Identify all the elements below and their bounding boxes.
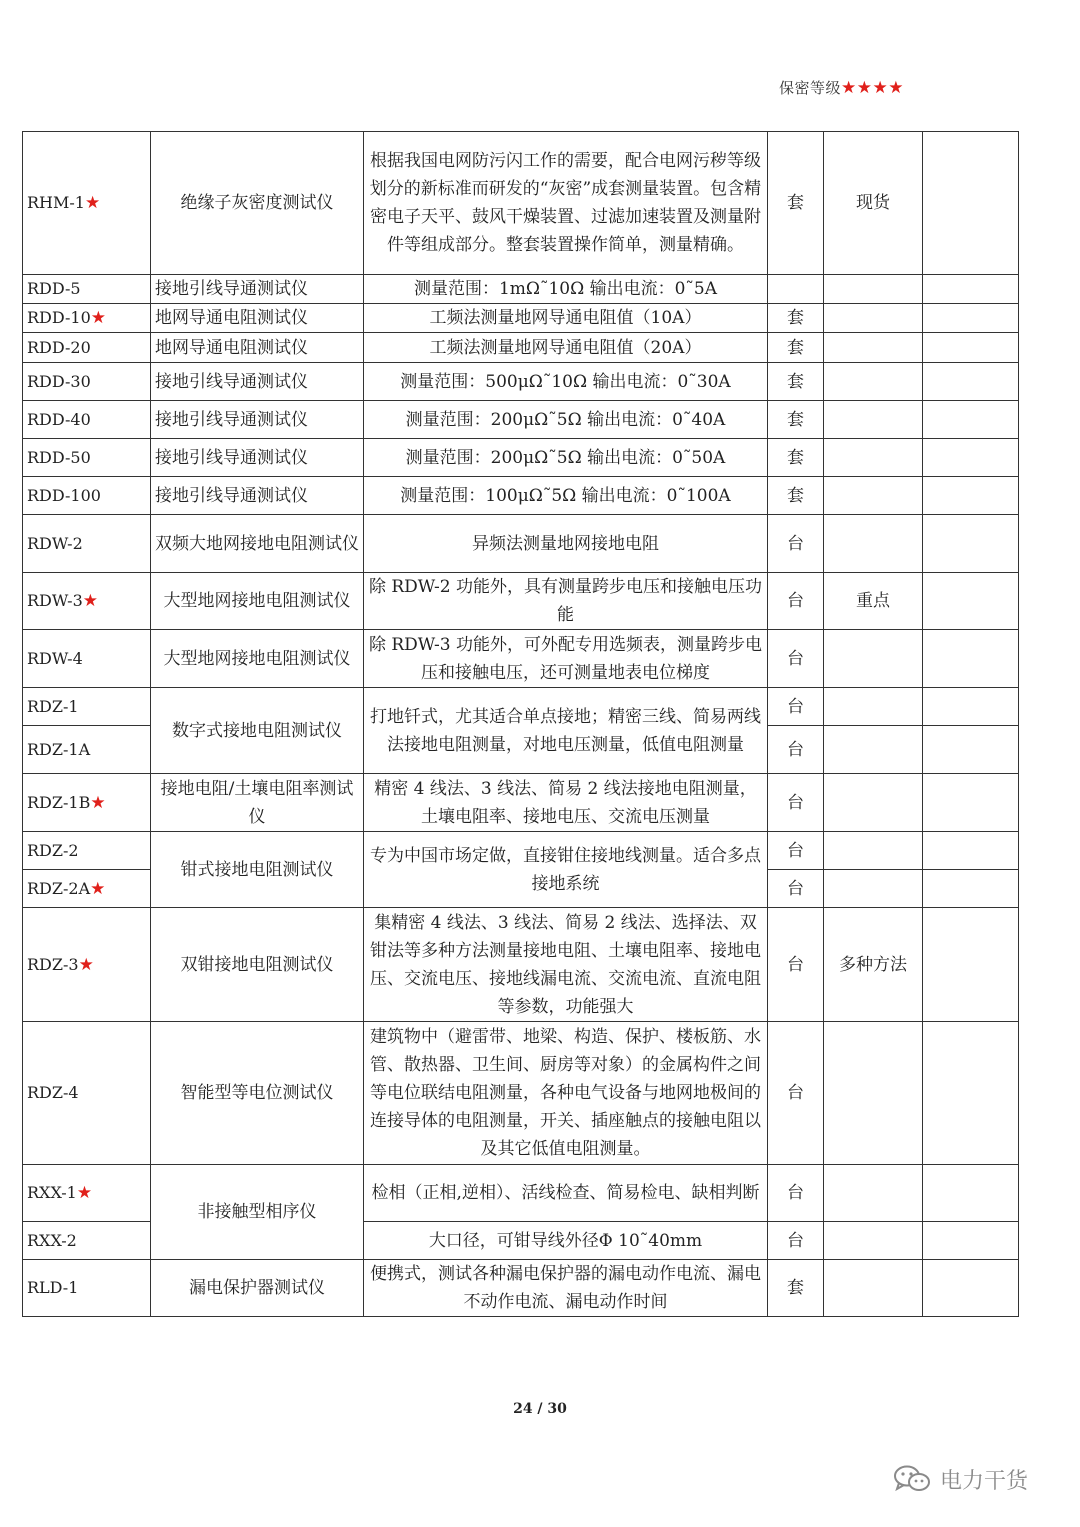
name-cell: 接地引线导通测试仪 <box>151 401 364 439</box>
empty-cell <box>923 515 1019 573</box>
model-cell: RDW-2 <box>23 515 151 573</box>
empty-cell <box>923 832 1019 870</box>
name-cell: 大型地网接地电阻测试仪 <box>151 573 364 630</box>
name-cell: 非接触型相序仪 <box>151 1165 364 1260</box>
remark-cell <box>824 726 923 774</box>
desc-cell: 精密 4 线法、3 线法、简易 2 线法接地电阻测量，土壤电阻率、接地电压、交流电压测量 <box>364 774 768 832</box>
model-cell: RDD-50 <box>23 439 151 477</box>
remark-cell: 重点 <box>824 573 923 630</box>
desc-cell: 测量范围：200μΩ˜5Ω 输出电流：0˜40A <box>364 401 768 439</box>
name-cell: 绝缘子灰密度测试仪 <box>151 132 364 275</box>
model-cell: RDD-100 <box>23 477 151 515</box>
model-cell: RDZ-1B★ <box>23 774 151 832</box>
model-cell: RDZ-2A★ <box>23 870 151 908</box>
desc-cell: 工频法测量地网导通电阻值（10A） <box>364 304 768 333</box>
desc-cell: 测量范围：200μΩ˜5Ω 输出电流：0˜50A <box>364 439 768 477</box>
star-icon: ★ <box>82 591 98 611</box>
name-cell: 智能型等电位测试仪 <box>151 1022 364 1165</box>
desc-cell: 测量范围：100μΩ˜5Ω 输出电流：0˜100A <box>364 477 768 515</box>
empty-cell <box>923 401 1019 439</box>
confidentiality-header <box>779 77 904 98</box>
remark-cell <box>824 515 923 573</box>
empty-cell <box>923 477 1019 515</box>
unit-cell: 套 <box>768 401 824 439</box>
table-row <box>23 477 1019 515</box>
table-row <box>23 688 1019 726</box>
remark-cell <box>824 1165 923 1222</box>
model-cell: RXX-2 <box>23 1222 151 1260</box>
model-cell: RDW-3★ <box>23 573 151 630</box>
remark-cell <box>824 333 923 363</box>
unit-cell: 套 <box>768 1260 824 1317</box>
unit-cell: 套 <box>768 477 824 515</box>
model-cell: RDD-10★ <box>23 304 151 333</box>
table-row <box>23 275 1019 304</box>
remark-cell <box>824 870 923 908</box>
unit-cell: 套 <box>768 304 824 333</box>
table-row <box>23 774 1019 832</box>
name-cell: 双频大地网接地电阻测试仪 <box>151 515 364 573</box>
model-cell: RLD-1 <box>23 1260 151 1317</box>
remark-cell <box>824 363 923 401</box>
star-icon: ★ <box>78 954 94 975</box>
unit-cell: 套 <box>768 132 824 275</box>
remark-cell <box>824 1260 923 1317</box>
desc-cell: 打地钎式，尤其适合单点接地；精密三线、简易两线法接地电阻测量，对地电压测量，低值电阻测量 <box>364 688 768 774</box>
table-row <box>23 1260 1019 1317</box>
table-row <box>23 304 1019 333</box>
watermark-text: 电力干货 <box>940 1469 1029 1494</box>
empty-cell <box>923 1022 1019 1165</box>
name-cell: 接地引线导通测试仪 <box>151 363 364 401</box>
desc-cell: 测量范围：500μΩ˜10Ω 输出电流：0˜30A <box>364 363 768 401</box>
unit-cell: 台 <box>768 870 824 908</box>
unit-cell: 台 <box>768 908 824 1022</box>
empty-cell <box>923 363 1019 401</box>
remark-cell <box>824 1222 923 1260</box>
name-cell: 地网导通电阻测试仪 <box>151 304 364 333</box>
unit-cell: 台 <box>768 832 824 870</box>
unit-cell: 套 <box>768 333 824 363</box>
empty-cell <box>923 304 1019 333</box>
desc-cell: 检相（正相,逆相）、活线检查、简易检电、缺相判断 <box>364 1165 768 1222</box>
remark-cell <box>824 439 923 477</box>
model-cell: RHM-1★ <box>23 132 151 275</box>
unit-cell: 套 <box>768 439 824 477</box>
empty-cell <box>923 275 1019 304</box>
desc-cell: 除 RDW-3 功能外，可外配专用选频表，测量跨步电压和接触电压，还可测量地表电位梯度 <box>364 630 768 688</box>
empty-cell <box>923 132 1019 275</box>
remark-cell <box>824 774 923 832</box>
unit-cell: 台 <box>768 774 824 832</box>
table-row <box>23 515 1019 573</box>
desc-cell: 测量范围：1mΩ˜10Ω 输出电流：0˜5A <box>364 275 768 304</box>
confidentiality-label: 保密等级 <box>779 79 842 97</box>
desc-cell: 专为中国市场定做，直接钳住接地线测量。适合多点接地系统 <box>364 832 768 908</box>
desc-cell: 集精密 4 线法、3 线法、简易 2 线法、选择法、双钳法等多种方法测量接地电阻、土壤电阻率、接地电压、交流电压、接地线漏电流、交流电流、直流电阻等参数，功能强大 <box>364 908 768 1022</box>
star-icon: ★ <box>90 878 106 899</box>
empty-cell <box>923 439 1019 477</box>
unit-cell: 台 <box>768 1165 824 1222</box>
desc-cell: 异频法测量地网接地电阻 <box>364 515 768 573</box>
empty-cell <box>923 1165 1019 1222</box>
model-cell: RDD-20 <box>23 333 151 363</box>
empty-cell <box>923 1260 1019 1317</box>
empty-cell <box>923 333 1019 363</box>
model-cell: RDZ-4 <box>23 1022 151 1165</box>
desc-cell: 工频法测量地网导通电阻值（20A） <box>364 333 768 363</box>
remark-cell <box>824 832 923 870</box>
remark-cell: 现货 <box>824 132 923 275</box>
page-number: 24 / 30 <box>513 1401 567 1417</box>
desc-cell: 便携式，测试各种漏电保护器的漏电动作电流、漏电不动作电流、漏电动作时间 <box>364 1260 768 1317</box>
desc-cell: 大口径，可钳导线外径Φ 10˜40mm <box>364 1222 768 1260</box>
model-cell: RDD-5 <box>23 275 151 304</box>
table-row <box>23 363 1019 401</box>
unit-cell: 台 <box>768 573 824 630</box>
table-row <box>23 333 1019 363</box>
empty-cell <box>923 870 1019 908</box>
remark-cell <box>824 630 923 688</box>
star-icon: ★ <box>76 1183 93 1203</box>
remark-cell <box>824 477 923 515</box>
table-row <box>23 630 1019 688</box>
remark-cell <box>824 688 923 726</box>
model-cell: RDZ-3★ <box>23 908 151 1022</box>
unit-cell: 台 <box>768 726 824 774</box>
model-cell: RXX-1★ <box>23 1165 151 1222</box>
remark-cell <box>824 304 923 333</box>
table-row <box>23 832 1019 870</box>
remark-cell <box>824 1022 923 1165</box>
star-icon: ★ <box>90 308 107 328</box>
desc-cell: 建筑物中（避雷带、地梁、构造、保护、楼板筋、水管、散热器、卫生间、厨房等对象）的金属构件之间等电位联结电阻测量，各种电气设备与地网地极间的连接导体的电阻测量，开关、插座触点的接触电阻以及其它低值电阻测量。 <box>364 1022 768 1165</box>
empty-cell <box>923 630 1019 688</box>
unit-cell: 台 <box>768 1022 824 1165</box>
table-row <box>23 573 1019 630</box>
unit-cell: 台 <box>768 688 824 726</box>
unit-cell: 台 <box>768 515 824 573</box>
confidentiality-stars: ★★★★ <box>841 78 904 98</box>
empty-cell <box>923 1222 1019 1260</box>
model-cell: RDZ-1A <box>23 726 151 774</box>
table-row <box>23 401 1019 439</box>
table-row <box>23 908 1019 1022</box>
star-icon: ★ <box>84 193 101 213</box>
name-cell: 漏电保护器测试仪 <box>151 1260 364 1317</box>
empty-cell <box>923 908 1019 1022</box>
table-row <box>23 1022 1019 1165</box>
name-cell: 数字式接地电阻测试仪 <box>151 688 364 774</box>
name-cell: 钳式接地电阻测试仪 <box>151 832 364 908</box>
name-cell: 接地引线导通测试仪 <box>151 477 364 515</box>
remark-cell <box>824 401 923 439</box>
star-icon: ★ <box>90 792 106 813</box>
name-cell: 接地电阻/土壤电阻率测试仪 <box>151 774 364 832</box>
table-row <box>23 1165 1019 1222</box>
empty-cell <box>923 573 1019 630</box>
empty-cell <box>923 774 1019 832</box>
table-row <box>23 439 1019 477</box>
watermark <box>892 1462 1052 1496</box>
unit-cell: 台 <box>768 1222 824 1260</box>
table-row <box>23 132 1019 275</box>
model-cell: RDZ-1 <box>23 688 151 726</box>
empty-cell <box>923 726 1019 774</box>
name-cell: 接地引线导通测试仪 <box>151 275 364 304</box>
name-cell: 大型地网接地电阻测试仪 <box>151 630 364 688</box>
desc-cell: 根据我国电网防污闪工作的需要，配合电网污秽等级划分的新标准而研发的“灰密”成套测量装置。包含精密电子天平、鼓风干燥装置、过滤加速装置及测量附件等组成部分。整套装置操作简单，测量精确。 <box>364 132 768 275</box>
model-cell: RDD-30 <box>23 363 151 401</box>
empty-cell <box>923 688 1019 726</box>
wechat-icon <box>892 1464 932 1494</box>
unit-cell: 台 <box>768 630 824 688</box>
unit-cell: 套 <box>768 363 824 401</box>
name-cell: 接地引线导通测试仪 <box>151 439 364 477</box>
model-cell: RDW-4 <box>23 630 151 688</box>
desc-cell: 除 RDW-2 功能外，具有测量跨步电压和接触电压功能 <box>364 573 768 630</box>
remark-cell <box>824 275 923 304</box>
product-table <box>22 131 1019 1317</box>
name-cell: 双钳接地电阻测试仪 <box>151 908 364 1022</box>
name-cell: 地网导通电阻测试仪 <box>151 333 364 363</box>
model-cell: RDD-40 <box>23 401 151 439</box>
remark-cell: 多种方法 <box>824 908 923 1022</box>
unit-cell <box>768 275 824 304</box>
model-cell: RDZ-2 <box>23 832 151 870</box>
